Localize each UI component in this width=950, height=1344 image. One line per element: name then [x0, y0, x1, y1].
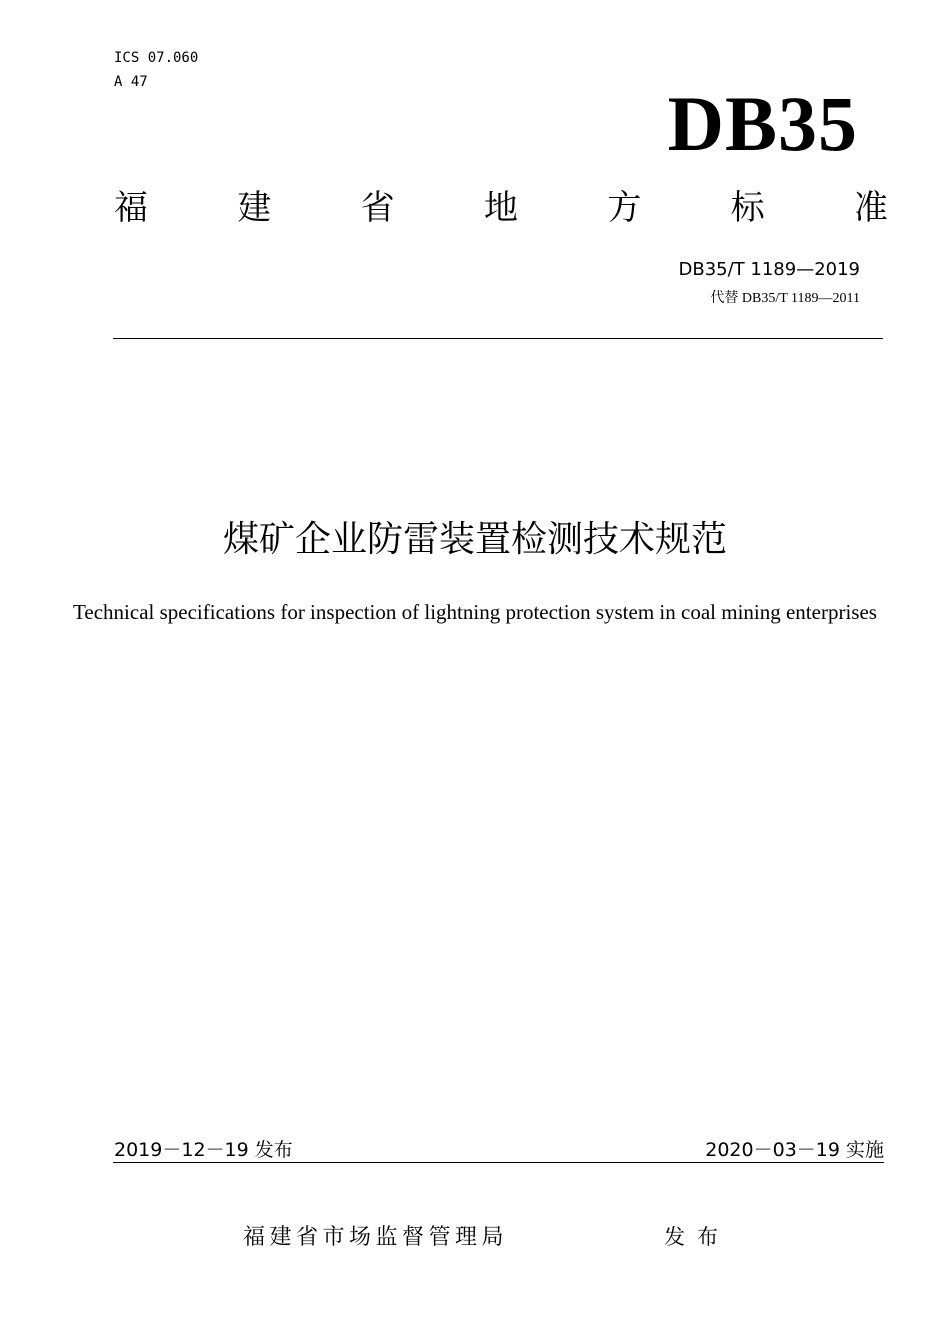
standard-type-char: 建: [237, 188, 272, 228]
publish-label: 发布: [664, 1225, 730, 1249]
header-divider: [113, 338, 883, 339]
replaces-note: 代替 DB35/T 1189—2011: [710, 291, 860, 306]
standard-type-char: 福: [114, 188, 148, 228]
standard-type-char: 方: [607, 188, 642, 228]
standard-type: [114, 186, 888, 230]
footer-divider: [113, 1162, 884, 1163]
standard-logo: DB35: [667, 80, 858, 167]
standard-type-char: 省: [360, 188, 395, 228]
issue-date: 2019－12－19 发布: [114, 1139, 293, 1161]
title-chinese: 煤矿企业防雷装置检测技术规范: [222, 519, 727, 560]
standard-type-char: 地: [483, 188, 518, 228]
ics-code: ICS 07.060: [114, 50, 199, 66]
standard-number: DB35/T 1189—2019: [678, 259, 860, 280]
publisher-name: 福建省市场监督管理局: [243, 1225, 509, 1250]
standard-type-char: 标: [730, 188, 765, 228]
title-english: Technical specifications for inspection of lightning protection system in coal mining enterprises: [73, 600, 877, 624]
implementation-date: 2020－03－19 实施: [705, 1139, 884, 1161]
standard-type-char: 准: [853, 188, 888, 228]
classification-code: A 47: [114, 74, 148, 90]
